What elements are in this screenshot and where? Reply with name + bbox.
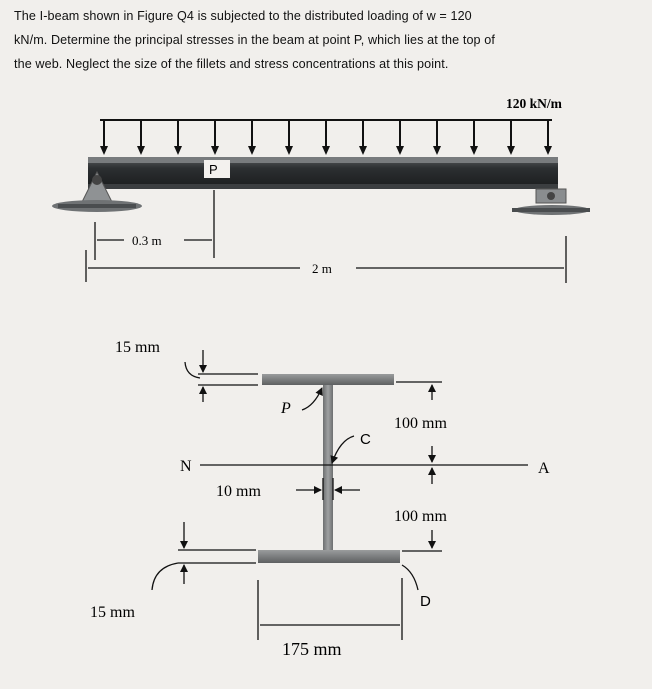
top-flange-thickness-label: 15 mm [115, 339, 160, 356]
problem-line-2: kN/m. Determine the principal stresses in the beam at point P, which lies at the top of [14, 33, 495, 47]
i-section-diagram [90, 339, 550, 659]
load-arrow-head [285, 146, 293, 155]
bottom-flange-thickness-dim [152, 522, 256, 590]
point-d-leader [402, 565, 418, 590]
beam-diagram [52, 96, 590, 283]
load-label: 120 kN/m [506, 96, 562, 111]
centroid-label: C [360, 431, 371, 448]
web [323, 385, 333, 550]
load-arrow-head [396, 146, 404, 155]
bottom-flange [258, 550, 400, 563]
load-arrow-head [470, 146, 478, 155]
problem-line-3: the web. Neglect the size of the fillets and stress concentrations at this point. [14, 57, 449, 71]
neutral-axis-label-a: A [538, 460, 550, 477]
load-arrow-head [433, 146, 441, 155]
load-arrow-head [174, 146, 182, 155]
dimension-0-3m-label: 0.3 m [132, 233, 162, 248]
load-arrow-head [322, 146, 330, 155]
load-arrow-head [359, 146, 367, 155]
point-p-beam-label: P [209, 162, 218, 177]
point-p-leader [302, 388, 322, 410]
load-arrow-head [248, 146, 256, 155]
roller-support-right [512, 189, 590, 215]
flange-width-dim [258, 578, 402, 640]
upper-height-label: 100 mm [394, 415, 447, 432]
load-arrow-head [507, 146, 515, 155]
load-arrows [100, 120, 552, 155]
load-arrow-head [100, 146, 108, 155]
web-thickness-label: 10 mm [216, 483, 261, 500]
load-arrow-head [137, 146, 145, 155]
load-arrow-head [544, 146, 552, 155]
top-flange-thickness-dim [185, 350, 258, 402]
point-d-label: D [420, 593, 431, 610]
lower-height-label: 100 mm [394, 508, 447, 525]
point-p-section-label: P [281, 400, 291, 417]
load-arrow-head [211, 146, 219, 155]
distributed-load [100, 120, 552, 155]
top-flange [262, 374, 394, 385]
problem-line-1: The I-beam shown in Figure Q4 is subjected to the distributed loading of w = 120 [14, 9, 472, 23]
bottom-flange-thickness-label: 15 mm [90, 604, 135, 621]
neutral-axis-label-n: N [180, 458, 192, 475]
beam-top-flange [88, 157, 558, 163]
dimension-2m-label: 2 m [312, 261, 332, 276]
beam-bottom-flange [88, 184, 558, 189]
flange-width-label: 175 mm [282, 639, 342, 659]
centroid-leader [332, 436, 354, 463]
